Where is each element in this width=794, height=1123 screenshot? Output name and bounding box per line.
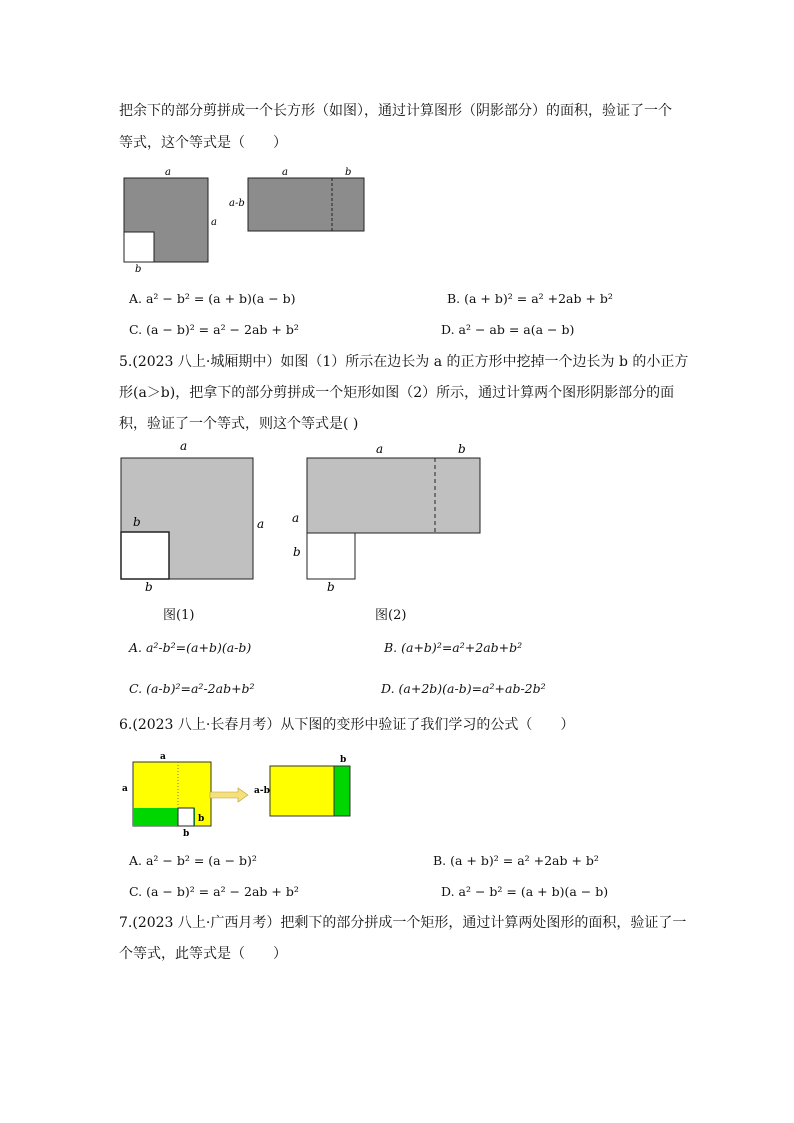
q4-label-b-top-rect: b (345, 167, 352, 178)
q4-right-rect (248, 178, 364, 231)
q4-option-c[interactable]: C. (a − b)² = a² − 2ab + b² (129, 322, 299, 337)
q5-fig2-small-square (307, 533, 355, 579)
q5-fig1-label-b-inner: b (133, 515, 141, 529)
q6-label-a-left: a (122, 784, 128, 794)
q5-fig2-label-b-top: b (458, 442, 466, 456)
q5-option-c[interactable]: C. (a-b)²=a²-2ab+b² (129, 681, 255, 696)
q5-fig1-small-square (121, 532, 169, 579)
q6-rect-green (334, 766, 350, 816)
q5-fig2-label-a-left: a (292, 511, 300, 525)
q5-text-line1: 5.(2023 八上·城厢期中）如图（1）所示在边长为 a 的正方形中挖掉一个边长为 b 的小正方 (119, 354, 689, 370)
q6-text-line1: 6.(2023 八上·长春月考）从下图的变形中验证了我们学习的公式（ ） (119, 717, 575, 733)
q4-text-line1: 把余下的部分剪拼成一个长方形（如图），通过计算图形（阴影部分）的面积，验证了一个 (119, 103, 672, 119)
q6-small-square (178, 808, 194, 826)
q4-option-a[interactable]: A. a² − b² = (a + b)(a − b) (129, 291, 296, 306)
q5-fig2-label-b-bottom: b (327, 580, 335, 594)
q5-fig1-label-b-bottom: b (145, 580, 153, 594)
q6-label-b-top-right: b (340, 755, 347, 765)
q5-fig2-label-b-left: b (293, 545, 301, 559)
q4-label-b-bottom: b (135, 264, 142, 275)
q5-option-a[interactable]: A. a²-b²=(a+b)(a-b) (129, 640, 252, 655)
q5-fig2-caption: 图(2) (375, 608, 407, 623)
q7-text-line1: 7.(2023 八上·广西月考）把剩下的部分拼成一个矩形，通过计算两处图形的面积，验证了一 (119, 915, 687, 931)
q5-option-b[interactable]: B. (a+b)²=a²+2ab+b² (384, 640, 523, 655)
q4-figure (110, 160, 380, 280)
arrow-right-icon (210, 788, 248, 802)
q5-text-line2: 形(a＞b)，把拿下的部分剪拼成一个矩形如图（2）所示，通过计算两个图形阴影部分的面 (119, 385, 675, 401)
q6-option-a[interactable]: A. a² − b² = (a − b)² (129, 853, 257, 868)
q4-option-d[interactable]: D. a² − ab = a(a − b) (441, 322, 575, 337)
q5-fig2-label-a-top: a (376, 442, 384, 456)
q4-label-a-right: a (211, 217, 217, 228)
q5-fig1-label-a-top: a (180, 439, 188, 453)
q5-figure (100, 436, 500, 596)
q4-small-square (124, 232, 154, 262)
q5-fig1-caption: 图(1) (163, 608, 195, 623)
q6-rect-yellow (270, 766, 334, 816)
q6-label-amb-left: a-b (254, 786, 270, 796)
q5-option-d[interactable]: D. (a+2b)(a-b)=a²+ab-2b² (381, 681, 546, 696)
q6-label-b-corner: b (198, 814, 205, 824)
q4-option-b[interactable]: B. (a + b)² = a² +2ab + b² (447, 291, 613, 306)
q4-label-amb-left: a-b (229, 198, 245, 209)
q7-text-line2: 个等式，此等式是（ ） (119, 946, 287, 962)
q6-label-b-bottom: b (183, 829, 190, 838)
q6-option-b[interactable]: B. (a + b)² = a² +2ab + b² (433, 853, 599, 868)
q5-fig1-label-a-right: a (257, 517, 265, 531)
q6-option-c[interactable]: C. (a − b)² = a² − 2ab + b² (129, 884, 299, 899)
q4-label-a-top: a (165, 167, 171, 178)
q6-label-a-top: a (160, 752, 166, 762)
q6-option-d[interactable]: D. a² − b² = (a + b)(a − b) (441, 884, 609, 899)
q5-text-line3: 积，验证了一个等式，则这个等式是( ) (119, 416, 359, 432)
q4-label-a-top-rect: a (282, 167, 288, 178)
q4-text-line2: 等式，这个等式是（ ） (119, 135, 287, 151)
q5-fig2-rect (307, 458, 480, 533)
q6-figure (115, 746, 365, 838)
